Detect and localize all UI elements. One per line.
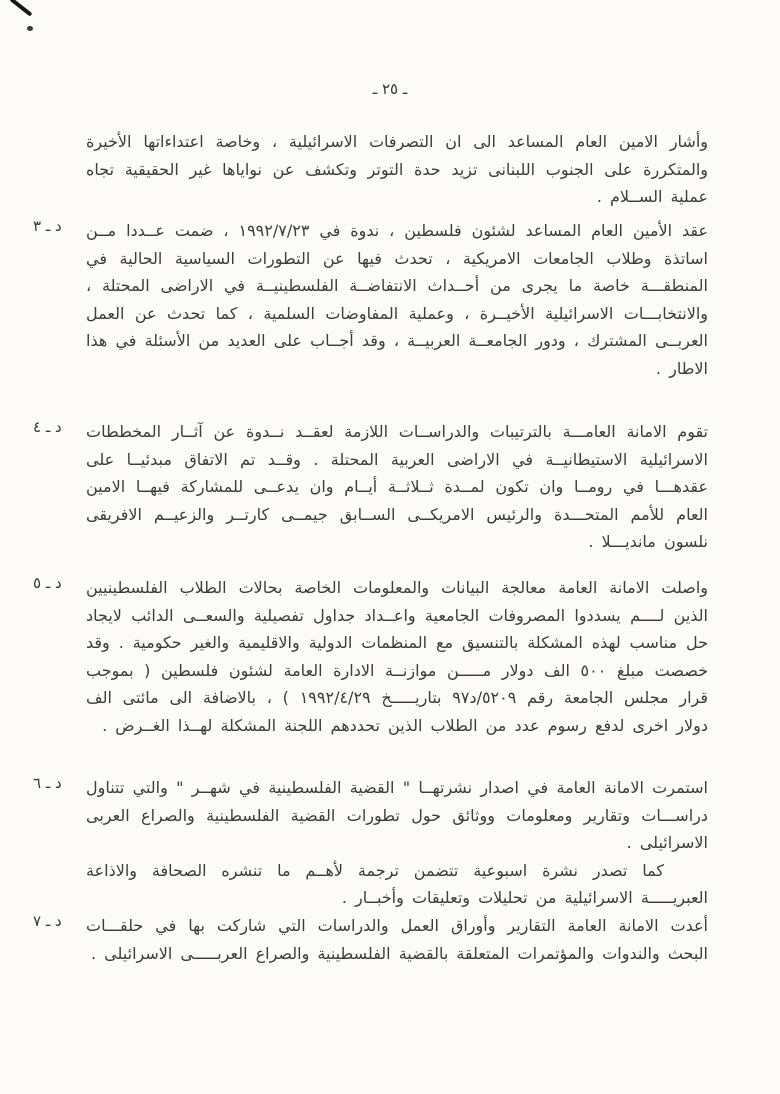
paragraph-text-continued: كما تصدر نشرة اسبوعية تتضمن ترجمة لأهــم ما تنشره الصحافة والاذاعة العبريـــــة الاسرائيلية من تحليلات وتعليقات وأخبــار .	[86, 860, 708, 907]
paragraph-marker-d5: د ـ ٥	[33, 574, 62, 592]
page-number: ـ ٢٥ ـ	[372, 80, 408, 98]
paragraph-d5	[86, 574, 708, 739]
paragraph-text: استمرت الامانة العامة في اصدار نشرتهــا " القضية الفلسطينية في شهــر " والتي تتناول دراســـات وتقارير ومعلومات ووثائق حول تطورات القضية الفلسطينية والصراع العربى الاسرائيلى .	[86, 778, 708, 852]
paragraph-intro	[86, 128, 708, 211]
paragraph-text: عقد الأمين العام المساعد لشئون فلسطين ، ندوة في ١٩٩٢/٧/٢٣ ، ضمت عــددا مــن اساتذة وطلاب الجامعات الامريكية ، تحدث فيها عن التطورات السياسية الحالية في المنطقـــة خاصة ما يجرى من أحــداث الانتفاضــة الفلسطينيــة في الاراضى المحتلة ، والانتخابـــات الاسرائيلية الأخيــرة ، وعملية المفاوضات السلمية ، كما تحدث عن العمل العربــى المشترك ، ودور الجامعــة العربيــة ، وقد أجــاب على العديد من الأسئلة في هذا الاطار .	[86, 221, 708, 378]
paragraph-text: تقوم الامانة العامـــة بالترتيبات والدراســات اللازمة لعقــد نــدوة عن آثــار المخططات الاسرائيلية الاستيطانيــة في الاراضى العربية المحتلة . وقــد تم الاتفاق مبدئيــا على عقدهـــا في رومــا وان تكون لمــدة ثــلاثــة أيــام وان يدعــى للمشاركة فيهــا الامين العام للأمم المتحـــدة والرئيس الامريكــى الســابق جيمــى كارتــر والزعيــم الافريقى نلسون مانديـــلا .	[86, 422, 708, 551]
paragraph-marker-d3: د ـ ٣	[33, 217, 62, 235]
paragraph-text: وأشار الامين العام المساعد الى ان التصرفات الاسرائيلية ، وخاصة اعتداءاتها الأخيرة والمتكررة على الجنوب اللبنانى تزيد حدة التوتر وتكشف عن نواياها غير الحقيقية تجاه عملية الســلام .	[86, 132, 708, 206]
paragraph-d7	[86, 912, 708, 967]
paragraph-d6	[86, 774, 708, 912]
paragraph-d4	[86, 418, 708, 556]
paragraph-text: أعدت الامانة العامة التقارير وأوراق العمل والدراسات التي شاركت بها في حلقـــات البحث والندوات والمؤتمرات المتعلقة بالقضية الفلسطينية والصراع العربـــــى الاسرائيلى .	[86, 916, 708, 963]
paragraph-marker-d4: د ـ ٤	[33, 418, 62, 436]
paragraph-text: واصلت الامانة العامة معالجة البيانات والمعلومات الخاصة بحالات الطلاب الفلسطينيين الذين لــــم يسددوا المصروفات الجامعية واعــداد جداول تفصيلية والسعــى الدائب لايجاد حل مناسب لهذه المشكلة بالتنسيق مع المنظمات الدولية والاقليمية والغير حكومية . وقد خصصت مبلغ ٥٠٠ الف دولار مـــــن موازنــة الادارة العامة لشئون فلسطين ( بموجب قرار مجلس الجامعة رقم ٥٢٠٩/د٩٧ بتاريـــــخ ١٩٩٢/٤/٢٩ ) ، بالاضافة الى مائتى الف دولار اخرى لدفع رسوم عدد من الطلاب الذين تحددهم اللجنة المشكلة لهــذا الغــرض .	[86, 578, 709, 735]
paragraph-marker-d7: د ـ ٧	[33, 912, 62, 930]
scan-artifact	[10, 0, 33, 17]
paragraph-marker-d6: د ـ ٦	[33, 774, 62, 792]
paragraph-d3	[86, 217, 708, 382]
scan-artifact	[27, 26, 33, 31]
